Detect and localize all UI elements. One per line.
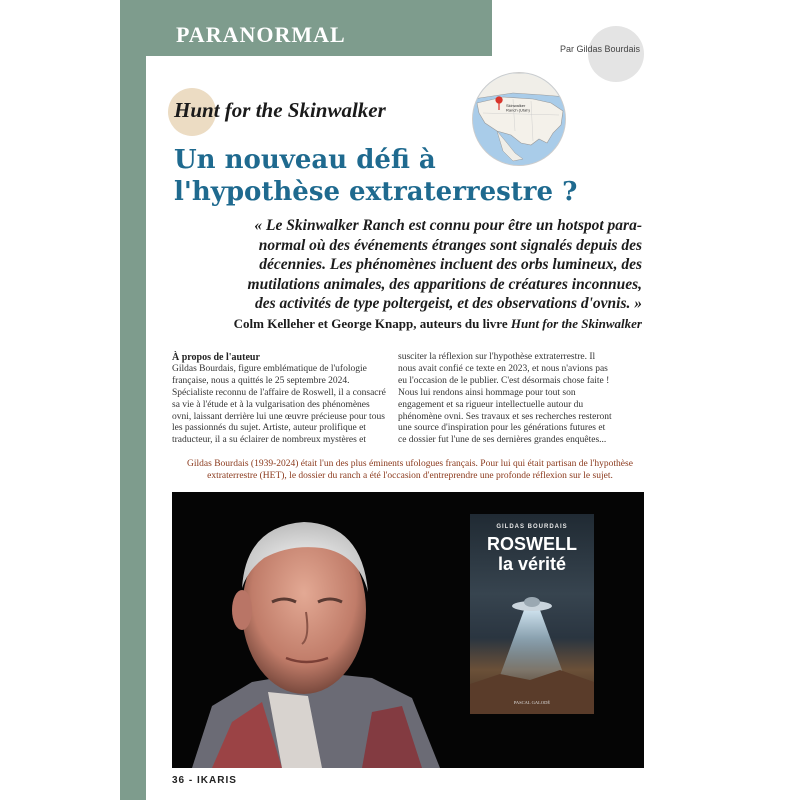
body-line: sa vie à l'étude et à la vulgarisation des phénomènes (172, 399, 370, 410)
map-label-line2: Ranch (Utah) (506, 107, 530, 113)
section-title: PARANORMAL (176, 22, 346, 47)
body-line: nous avait confié ce texte en 2023, et nous n'avions pas (398, 363, 608, 374)
quote-line: normal où des événements étranges sont signalés depuis des (258, 236, 642, 254)
body-line: traducteur, il a su éclairer de nombreux mystères et (172, 435, 367, 446)
byline-decoration (588, 26, 644, 82)
quote-line: des activités de type poltergeist, et des observations d'ovnis. » (254, 295, 642, 313)
body-line: Nous lui rendons ainsi hommage pour tout son (398, 387, 576, 398)
book-author: GILDAS BOURDAIS (496, 524, 568, 530)
page-footer (172, 775, 237, 786)
body-line: engagement et sa rigueur intellectuelle autour du (398, 399, 584, 410)
byline: Par Gildas Bourdais (560, 44, 641, 54)
author-column-right (398, 352, 624, 447)
body-line: phénomène ovni. Ses travaux et ses recherches resteront (398, 411, 612, 422)
body-line: ce dossier fut l'une de ses dernières grandes enquêtes... (398, 435, 607, 446)
book-title-line2: la vérité (497, 554, 567, 574)
body-line: eu l'occasion de le publier. C'est désormais chose faite ! (398, 375, 610, 386)
attribution-text: Colm Kelleher et George Knapp, auteurs du livre (233, 316, 511, 331)
map-label-line1: Skinwalker (506, 103, 526, 108)
article-kicker: Hunt for the Skinwalker (174, 98, 386, 122)
quote-attribution (170, 316, 642, 332)
body-line: ovni, laissant derrière lui une œuvre précieuse pour tous (172, 411, 385, 422)
author-heading: À propos de l'auteur (172, 352, 260, 363)
pull-quote (170, 216, 642, 314)
title-line-1: Un nouveau défi à (174, 145, 436, 175)
body-line: susciter la réflexion sur l'hypothèse extraterrestre. Il (398, 352, 596, 362)
quote-line: « Le Skinwalker Ranch est connu pour être un hotspot para- (254, 217, 642, 234)
photo-caption (180, 458, 640, 482)
body-line: Gildas Bourdais, figure emblématique de l'ufologie (172, 363, 367, 374)
body-line: les passionnés du sujet. Artiste, auteur prolifique et (172, 423, 366, 434)
body-line: française, nous a quittés le 25 septembre 2024. (172, 375, 350, 386)
footer-separator: - (188, 775, 194, 786)
page-number: 36 (172, 775, 186, 786)
magazine-name: IKARIS (197, 775, 237, 786)
attribution-book: Hunt for the Skinwalker (510, 316, 642, 331)
book-publisher: PASCAL GALODÉ (513, 700, 551, 705)
article-title (174, 144, 644, 208)
author-column-left (172, 352, 398, 447)
quote-line: décennies. Les phénomènes incluent des orbs lumineux, des (259, 256, 642, 274)
body-line: une source d'inspiration pour les générations futures et (398, 423, 606, 434)
book-cover (470, 514, 594, 714)
body-line: Spécialiste reconnu de l'affaire de Roswell, il a consacré (172, 387, 386, 398)
caption-line: Gildas Bourdais (1939-2024) était l'un des plus éminents ufologues français. Pour lui qui était partisan de l'hypothèse (187, 459, 633, 469)
title-line-2: l'hypothèse extraterrestre ? (174, 177, 578, 207)
side-color-band (120, 0, 146, 800)
quote-line: mutilations animales, des apparitions de créatures inconnues, (247, 275, 642, 293)
book-title-line1: ROSWELL (487, 534, 577, 554)
caption-line: extraterrestre (HET), le dossier du ranch a été l'occasion d'entreprendre une profonde réflexion sur le sujet. (207, 471, 613, 481)
